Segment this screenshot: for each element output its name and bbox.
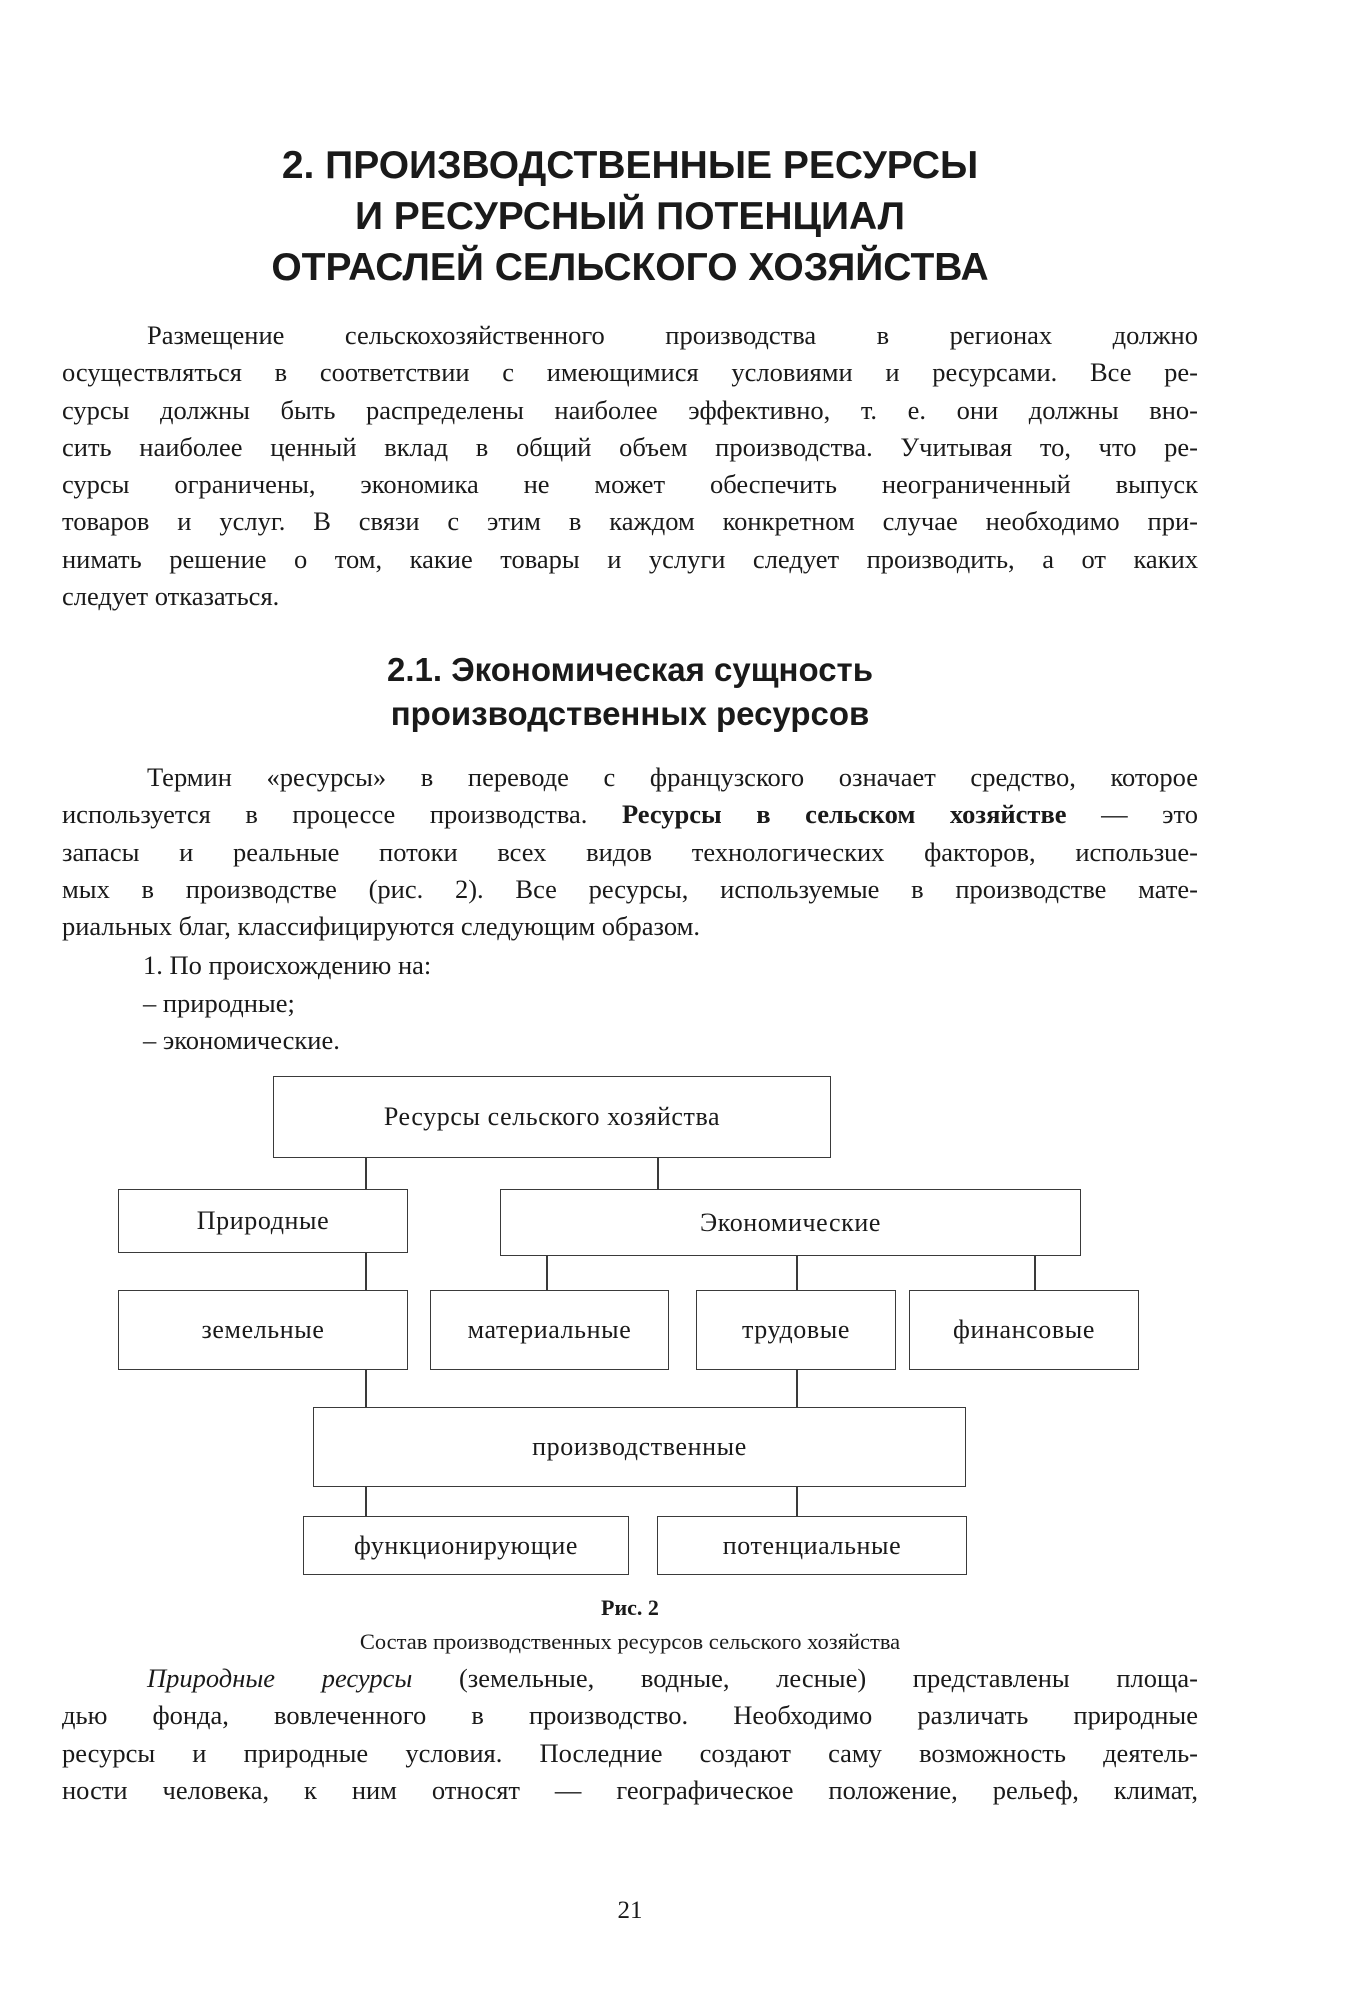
list-heading: 1. По происхождению на: (143, 950, 432, 980)
text-line: следует отказаться. (62, 581, 280, 612)
box-production: производственные (313, 1407, 966, 1487)
text-fragment: используется в процессе производства. (62, 799, 622, 830)
text-line: сурсы ограничены, экономика не может обеспечить неограниченный выпуск (62, 469, 1198, 500)
connector-line (546, 1256, 548, 1290)
page-number: 21 (617, 1897, 643, 1924)
box-labor: трудовые (696, 1290, 896, 1370)
box-functioning: функционирующие (303, 1516, 629, 1575)
section-title (0, 648, 1260, 736)
connector-line (796, 1256, 798, 1290)
text-line: Размещение сельскохозяйственного производства в регионах должно (147, 320, 1198, 350)
text-line: Термин «ресурсы» в переводе с французского означает средство, которое (147, 762, 1198, 792)
text-line: запасы и реальные потоки всех видов технологических факторов, использue- (62, 836, 1198, 867)
text-fragment: (земельные, водные, лесные) представлены площа- (412, 1663, 1198, 1693)
natural-resources-paragraph (62, 1660, 1198, 1809)
text-line: ности человека, к ним относят — географическое положение, рельеф, климат, (62, 1774, 1198, 1805)
section-title-line: 2.1. Экономическая сущность (386, 651, 873, 688)
chapter-title-line: ОТРАСЛЕЙ СЕЛЬСКОГО ХОЗЯЙСТВА (271, 246, 989, 289)
text-line: сурсы должны быть распределены наиболее эффективно, т. е. они должны вно- (62, 394, 1198, 425)
chapter-title (0, 140, 1260, 293)
connector-line (796, 1487, 798, 1516)
figure-caption: Состав производственных ресурсов сельского хозяйства (359, 1629, 901, 1654)
section-title-line: производственных ресурсов (390, 695, 870, 732)
text-line: нимать решение о том, какие товары и услуги следует производить, а от каких (62, 543, 1198, 574)
bold-term: Ресурсы в сельском хозяйстве (621, 799, 1067, 830)
text-line: мых в производстве (рис. 2). Все ресурсы, используемые в производстве мате- (62, 873, 1198, 904)
figure-label: Рис. 2 (601, 1595, 659, 1620)
text-fragment: — это (1066, 799, 1199, 830)
connector-line (365, 1253, 367, 1290)
box-financial: финансовые (909, 1290, 1139, 1370)
box-agricultural-resources: Ресурсы сельского хозяйства (273, 1076, 831, 1158)
box-potential: потенциальные (657, 1516, 967, 1575)
chapter-title-line: И РЕСУРСНЫЙ ПОТЕНЦИАЛ (354, 195, 906, 238)
chapter-title-line: 2. ПРОИЗВОДСТВЕННЫЕ РЕСУРСЫ (281, 144, 979, 187)
connector-line (365, 1370, 367, 1407)
connector-line (657, 1158, 659, 1189)
text-line: сить наиболее ценный вклад в общий объем производства. Учитывая то, что ре- (62, 431, 1198, 462)
intro-paragraph (62, 317, 1198, 615)
italic-term: Природные ресурсы (147, 1663, 413, 1693)
connector-line (365, 1487, 367, 1516)
list-item: – экономические. (143, 1025, 340, 1055)
origin-list (143, 947, 431, 1060)
section-paragraph (62, 759, 1198, 945)
text-line: осуществляться в соответствии с имеющимися условиями и ресурсами. Все ре- (62, 357, 1198, 388)
text-line (62, 1660, 1198, 1697)
text-line: дью фонда, вовлеченного в производство. Необходимо различать природные (62, 1700, 1198, 1731)
text-line: товаров и услуг. В связи с этим в каждом конкретном случае необходимо при- (62, 506, 1198, 537)
box-economic: Экономические (500, 1189, 1081, 1256)
box-land: земельные (118, 1290, 408, 1370)
connector-line (1034, 1256, 1036, 1290)
text-line (62, 796, 1198, 833)
text-line: ресурсы и природные условия. Последние создают саму возможность деятель- (62, 1737, 1198, 1768)
connector-line (365, 1158, 367, 1189)
text-line: риальных благ, классифицируются следующим образом. (62, 911, 701, 942)
box-natural: Природные (118, 1189, 408, 1253)
list-item: – природные; (143, 987, 295, 1018)
box-material: материальные (430, 1290, 669, 1370)
connector-line (796, 1370, 798, 1407)
